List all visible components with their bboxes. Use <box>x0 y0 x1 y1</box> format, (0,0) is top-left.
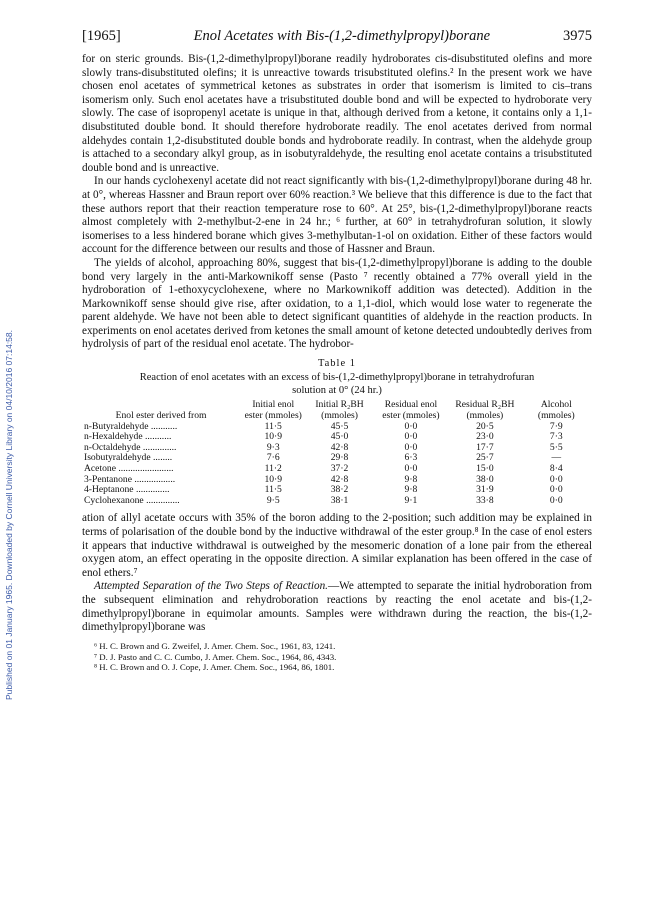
table-body <box>82 422 592 507</box>
paragraph-4: ation of allyl acetate occurs with 35% of the boron adding to the 2-position; such addition may be explained in terms of polarisation of the double bond by the inductive withdrawal of the ester group.⁸ In the case of enol esters it appears that inductive withdrawal is outweighed by the mesomeric donation of a lone pair from the ethereal oxygen atom, an effect operating in the opposite direction. A similar explanation has been offered in the case of enol ethers.⁷ <box>82 512 592 579</box>
table-cell: 9·3 <box>266 441 280 453</box>
table-caption: Reaction of enol acetates with an excess of bis-(1,2-dimethylpropyl)borane in tetrahydrofuran solution at 0° (24 hr.) <box>139 372 535 396</box>
column-header: Initial R₂BH (mmoles) <box>315 399 364 421</box>
table-cell: 0·0 <box>404 420 418 432</box>
table-cell: 17·7 <box>476 441 494 453</box>
table-cell: 10·9 <box>264 431 283 443</box>
table-cell: — <box>551 452 562 464</box>
table-cell: 7·9 <box>549 420 563 432</box>
table-cell: 45·0 <box>330 431 349 443</box>
table-cell: 45·5 <box>330 420 349 432</box>
table-cell: 0·0 <box>549 494 563 506</box>
column-header: Initial enol ester (mmoles) <box>244 399 302 421</box>
table-cell: 15·0 <box>476 463 494 475</box>
footnote: ⁸ H. C. Brown and O. J. Cope, J. Amer. Chem. Soc., 1964, 86, 1801. <box>94 662 335 673</box>
table-cell: 31·9 <box>476 484 494 496</box>
results-table <box>82 400 592 506</box>
row-label: n-Butyraldehyde ........... <box>84 420 178 432</box>
table-label: Table 1 <box>317 358 357 370</box>
footnote: ⁶ H. C. Brown and G. Zweifel, J. Amer. Chem. Soc., 1961, 83, 1241. <box>94 640 336 651</box>
table-cell: 5·5 <box>549 441 563 453</box>
table-cell: 0·0 <box>549 473 563 485</box>
footnotes <box>82 641 592 673</box>
paragraph-1: for on steric grounds. Bis-(1,2-dimethylpropyl)borane readily hydroborates cis-disubstituted olefins and more slowly trans-disubstituted olefins; it is unreactive towards trisubstituted olefins.² In the present work we have chosen enol acetates of symmetrical ketones as substrates in order that isomerism is limited to cis–trans isomerism only. Such enol acetates have a trisubstituted double bond and will be expected to hydroborate very slowly. The case of isopropenyl acetate is unique in that, although derived from a ketone, it contains only a 1,1-disubstituted double bond. It should therefore hydroborate readily. The enol acetates derived from normal aldehydes contain 1,2-disubstituted double bonds and hydroborate readily. In contrast, when the aldehyde group is attached to a secondary alkyl group, as in isobutyraldehyde, the resulting enol acetate contains a trisubstituted double bond and is unreactive. <box>82 53 592 174</box>
running-header <box>82 28 592 45</box>
table-cell: 38·2 <box>330 484 349 496</box>
table-cell: 20·5 <box>476 420 494 432</box>
table-row <box>82 496 592 507</box>
paragraph-5 <box>82 580 592 634</box>
page <box>82 28 592 673</box>
table-cell: 7·6 <box>266 452 280 464</box>
paragraph-2: In our hands cyclohexenyl acetate did not react significantly with bis-(1,2-dimethylpropyl)borane during 48 hr. at 0°, whereas Hassner and Braun report over 60% reaction.³ We believe that this difference is due to the fact that these authors report that their reaction temperature rose to 60°. At 25°, bis-(1,2-dimethylpropyl)borane reacts almost completely with 2-methylbut-2-ene in 24 hr.; ⁶ further, at 60° in tetrahydrofuran solution, it slowly isomerises to a less hindered borane which gives 3-methylbutan-1-ol on oxidation. Either of these factors would account for the difference between our results and those of Hassner and Braun. <box>82 175 592 256</box>
table-cell: 42·8 <box>330 473 349 485</box>
table-cell: 38·1 <box>330 494 349 506</box>
table-cell: 9·5 <box>266 494 280 506</box>
row-label: Acetone ....................... <box>84 463 174 475</box>
section-heading: Attempted Separation of the Two Steps of Reaction. <box>94 580 328 593</box>
journal-year: [1965] <box>82 28 121 44</box>
paragraph-3: The yields of alcohol, approaching 80%, suggest that bis-(1,2-dimethylpropyl)borane is adding to the double bond very largely in the anti-Markownikoff sense (Pasto ⁷ recently obtained a 77% overall yield in the hydroboration of 1-ethoxycyclohexene, where no Markownikoff addition was detected). Addition in the Markownikoff sense should give rise, after oxidation, to a 1,1-diol, which would lose water to regenerate the parent aldehyde. We have not been able to detect significant quantities of aldehyde in the reaction products. In experiments on enol acetates derived from ketones the small amount of ketone detected undoubtedly derives from hydrolysis of part of the residual enol acetate. The hydrobor- <box>82 256 592 351</box>
table-cell: 9·8 <box>404 484 418 496</box>
table-cell: 29·8 <box>330 452 349 464</box>
download-watermark-text: Published on 01 January 1965. Downloaded by Cornell University Library on 04/10/2016 07:14:58. <box>4 330 14 700</box>
paragraph-5-text: —We attempted to separate the initial hydroboration from the subsequent elimination and rehydroboration reactions by reacting the enol acetate and bis-(1,2-dimethylpropyl)borane in equimolar amounts. Samples were withdrawn during the reaction, the bis-(1,2-dimethylpropyl)borane was <box>82 580 592 634</box>
row-label: n-Octaldehyde .............. <box>84 441 177 453</box>
table-cell: 7·3 <box>549 431 563 443</box>
table-cell: 9·1 <box>404 494 418 506</box>
table-cell: 25·7 <box>476 452 494 464</box>
table-cell: 11·5 <box>264 420 282 432</box>
row-label: 4-Heptanone .............. <box>84 484 170 496</box>
column-header: Alcohol (mmoles) <box>537 399 575 421</box>
table-cell: 0·0 <box>404 463 418 475</box>
table-1 <box>82 358 592 506</box>
table-cell: 38·0 <box>476 473 494 485</box>
table-cell: 33·8 <box>476 494 494 506</box>
download-watermark <box>2 140 16 700</box>
table-cell: 11·5 <box>264 484 282 496</box>
footnote: ⁷ D. J. Pasto and C. C. Cumbo, J. Amer. Chem. Soc., 1964, 86, 4343. <box>94 651 337 662</box>
column-header: Residual enol ester (mmoles) <box>382 399 440 421</box>
table-cell: 0·0 <box>549 484 563 496</box>
table-cell: 9·8 <box>404 473 418 485</box>
table-cell: 8·4 <box>549 463 563 475</box>
row-label: n-Hexaldehyde ........... <box>84 431 172 443</box>
table-cell: 0·0 <box>404 431 418 443</box>
row-label: Cyclohexanone .............. <box>84 494 180 506</box>
page-number: 3975 <box>563 28 592 44</box>
table-cell: 11·2 <box>264 463 282 475</box>
row-label: 3-Pentanone ................. <box>84 473 176 485</box>
table-cell: 23·0 <box>476 431 494 443</box>
row-label: Isobutyraldehyde ........ <box>84 452 173 464</box>
table-cell: 37·2 <box>330 463 349 475</box>
running-title: Enol Acetates with Bis-(1,2-dimethylpropyl)borane <box>193 28 491 44</box>
table-cell: 10·9 <box>264 473 283 485</box>
table-header-row <box>82 400 592 422</box>
table-cell: 0·0 <box>404 441 418 453</box>
table-cell: 6·3 <box>404 452 418 464</box>
column-header: Enol ester derived from <box>115 409 207 421</box>
table-cell: 42·8 <box>330 441 349 453</box>
column-header: Residual R₂BH (mmoles) <box>455 399 515 421</box>
